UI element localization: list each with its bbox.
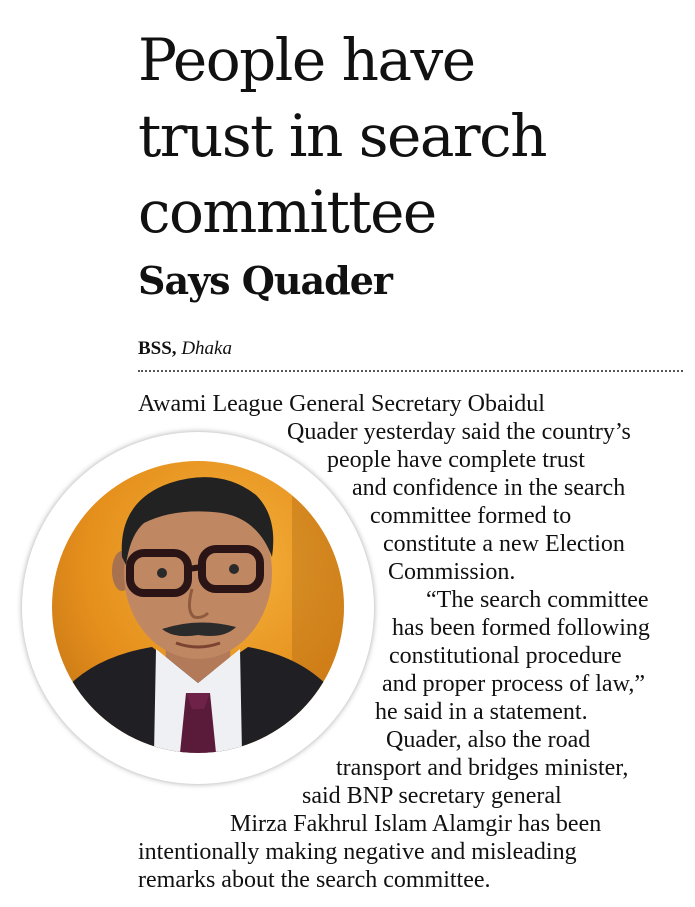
body-line: constitutional procedure xyxy=(389,643,622,669)
byline xyxy=(138,338,232,360)
body-line: remarks about the search committee. xyxy=(138,867,491,893)
byline-place: Dhaka xyxy=(181,338,232,359)
portrait-photo xyxy=(52,461,344,753)
headline-line-3: committee xyxy=(138,178,436,246)
headline-line-2: trust in search xyxy=(138,102,546,170)
body-line: people have complete trust xyxy=(327,447,585,473)
body-line: constitute a new Election xyxy=(383,531,625,557)
dotted-divider xyxy=(138,370,683,372)
body-line: Awami League General Secretary Obaidul xyxy=(138,391,545,417)
body-line: has been formed following xyxy=(392,615,650,641)
body-line: he said in a statement. xyxy=(375,699,588,725)
body-line: intentionally making negative and misleading xyxy=(138,839,577,865)
body-line: committee formed to xyxy=(370,503,572,529)
body-line: Quader, also the road xyxy=(386,727,591,753)
headline xyxy=(138,22,678,250)
subheadline: Says Quader xyxy=(138,258,392,303)
body-line: and confidence in the search xyxy=(352,475,626,501)
body-line: Quader yesterday said the country’s xyxy=(287,419,631,445)
body-line: Mirza Fakhrul Islam Alamgir has been xyxy=(230,811,602,837)
headline-line-1: People have xyxy=(138,26,475,94)
body-line: transport and bridges minister, xyxy=(336,755,629,781)
body-line: and proper process of law,” xyxy=(382,671,646,697)
byline-agency: BSS, xyxy=(138,338,177,359)
body-line: said BNP secretary general xyxy=(302,783,562,809)
body-line: “The search committee xyxy=(426,587,649,613)
body-line: Commission. xyxy=(388,559,516,585)
